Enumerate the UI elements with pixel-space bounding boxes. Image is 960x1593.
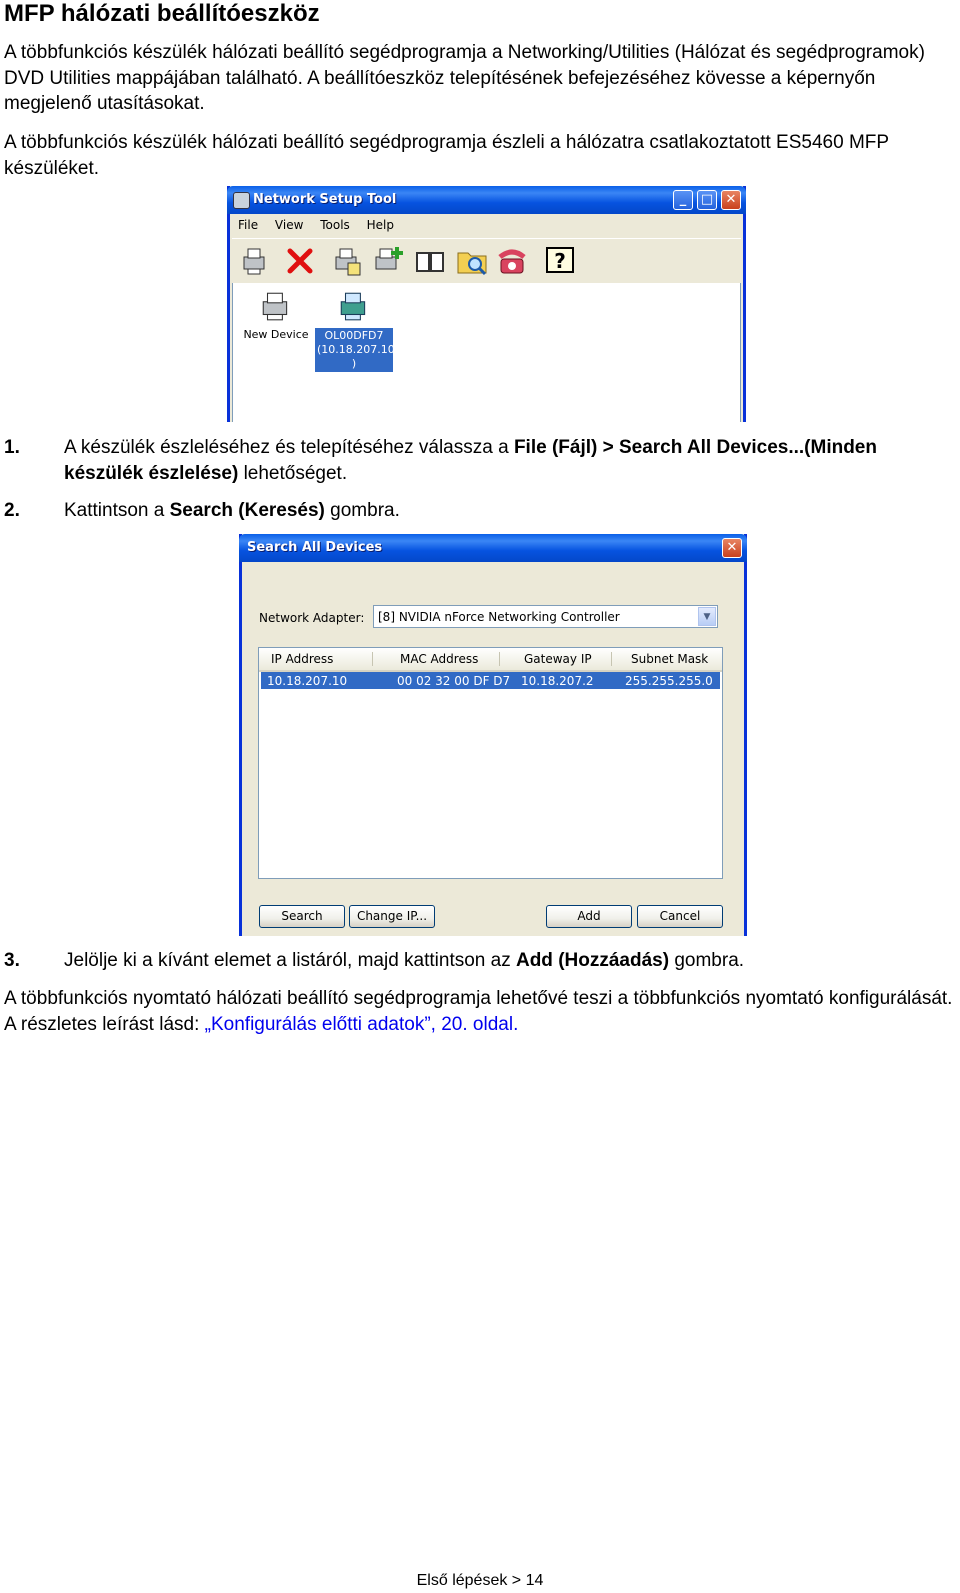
close-button[interactable]: ✕ <box>722 538 742 558</box>
column-ip-address[interactable]: IP Address <box>271 652 334 666</box>
closing-paragraph <box>4 986 954 1037</box>
page-title: MFP hálózati beállítóeszköz <box>4 0 320 27</box>
search-folder-icon[interactable] <box>456 245 488 277</box>
menu-bar <box>230 214 743 238</box>
add-device-icon[interactable] <box>372 245 404 277</box>
table-header <box>259 648 722 672</box>
step-text-end: gombra. <box>669 950 745 971</box>
intro-paragraph-1: A többfunkciós készülék hálózati beállító segédprogramja a Networking/Utilities (Hálózat és segédprogramok) DVD Utilities mappájában található. A beállítóeszköz telepítésének befejezéséhez kövesse a képernyőn megjelenő utasításokat. <box>4 42 925 114</box>
device-item-selected[interactable] <box>315 289 393 372</box>
chevron-down-icon[interactable]: ▼ <box>698 607 716 626</box>
closing-text: A többfunkciós nyomtató hálózati beállító segédprogramja lehetővé teszi a többfunkciós nyomtató konfigurálását. A részletes leírást lásd: <box>4 988 953 1035</box>
step-text-end: lehetőséget. <box>238 462 348 484</box>
page-footer: Első lépések > 14 <box>416 1572 544 1589</box>
step-number: 1. <box>4 437 20 458</box>
intro-paragraph-2: A többfunkciós készülék hálózati beállító segédprogramja észleli a hálózatra csatlakoztatott ES5460 MFP készüléket. <box>4 132 889 179</box>
properties-icon[interactable] <box>332 245 364 277</box>
device-label: OL00DFD7 (10.18.207.10 ) <box>317 329 395 370</box>
cell-mac: 00 02 32 00 DF D7 <box>397 674 511 688</box>
column-subnet-mask[interactable]: Subnet Mask <box>631 652 709 666</box>
step-command: Add (Hozzáadás) <box>515 950 670 971</box>
maximize-button[interactable]: □ <box>697 190 717 210</box>
network-adapter-select[interactable] <box>373 605 718 628</box>
step-number: 3. <box>4 950 20 971</box>
window-titlebar <box>227 186 746 214</box>
printer-icon <box>259 289 293 323</box>
book-icon[interactable] <box>414 245 446 277</box>
dialog-title: Search All Devices <box>247 540 383 555</box>
cell-gateway: 10.18.207.2 <box>521 674 594 688</box>
help-icon[interactable] <box>544 245 576 277</box>
step-2 <box>4 498 954 524</box>
cell-ip: 10.18.207.10 <box>267 674 348 688</box>
menu-help[interactable]: Help <box>366 218 394 232</box>
cell-mask: 255.255.255.0 <box>625 674 713 688</box>
app-icon <box>233 192 250 209</box>
search-button[interactable]: Search <box>259 905 345 928</box>
device-label: New Device <box>243 328 309 341</box>
table-row[interactable] <box>261 672 720 689</box>
new-device-icon[interactable] <box>240 245 272 277</box>
minimize-button[interactable]: _ <box>673 190 693 210</box>
network-setup-tool-window <box>227 186 746 422</box>
device-list <box>232 283 741 422</box>
svg-text:?: ? <box>554 249 566 273</box>
step-number: 2. <box>4 500 20 521</box>
menu-view[interactable]: View <box>274 218 304 232</box>
step-3 <box>4 948 954 974</box>
device-item[interactable] <box>241 289 311 341</box>
close-button[interactable]: ✕ <box>721 190 741 210</box>
telephone-icon[interactable] <box>496 245 528 277</box>
toolbar <box>232 238 741 284</box>
delete-icon[interactable] <box>284 245 316 277</box>
change-ip-button[interactable]: Change IP... <box>349 905 435 928</box>
add-button[interactable]: Add <box>546 905 632 928</box>
device-results-table[interactable] <box>258 647 723 879</box>
menu-tools[interactable]: Tools <box>320 218 350 232</box>
dialog-titlebar <box>239 534 747 562</box>
column-gateway-ip[interactable]: Gateway IP <box>524 652 592 666</box>
network-printer-icon <box>337 289 371 323</box>
configuration-link[interactable]: „Konfigurálás előtti adatok”, 20. oldal. <box>204 1013 519 1035</box>
step-command: File (Fájl) > Search All Devices...(Minden készülék észlelése) <box>64 437 877 484</box>
step-command: Search (Keresés) <box>169 500 325 521</box>
network-adapter-label: Network Adapter: <box>259 611 365 625</box>
cancel-button[interactable]: Cancel <box>637 905 723 928</box>
menu-file[interactable]: File <box>238 218 259 232</box>
step-1 <box>4 435 954 486</box>
column-mac-address[interactable]: MAC Address <box>400 652 479 666</box>
step-text: A készülék észleléséhez és telepítéséhez válassza a <box>64 437 514 458</box>
step-text-end: gombra. <box>324 500 400 521</box>
search-all-devices-dialog <box>239 534 747 936</box>
step-text: Jelölje ki a kívánt elemet a listáról, majd kattintson az <box>64 950 516 971</box>
network-adapter-value: [8] NVIDIA nForce Networking Controller <box>378 610 620 624</box>
window-title: Network Setup Tool <box>253 192 397 207</box>
step-text: Kattintson a <box>64 500 170 521</box>
